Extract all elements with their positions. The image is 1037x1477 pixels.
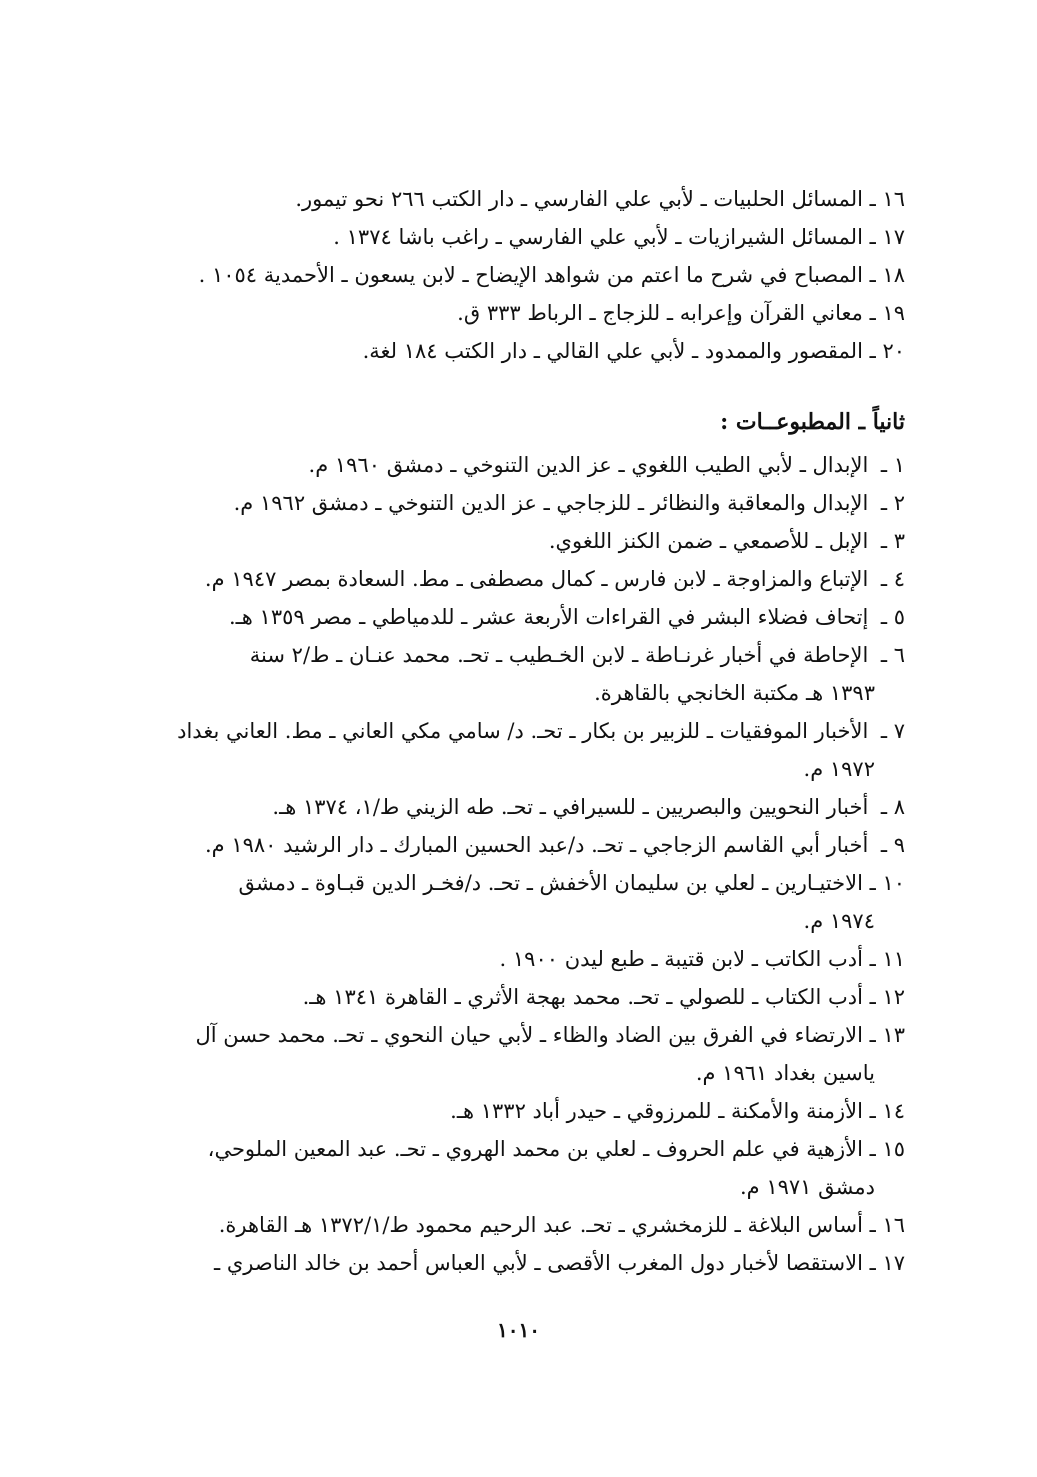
manuscripts-list: [130, 180, 905, 370]
item-text: الإحاطة في أخبار غرنـاطة ـ لابن الخـطيب ـ تحـ. محمد عنـان ـ ط/٢ سنة: [249, 643, 869, 667]
printed-list: [130, 446, 905, 1282]
item-text: المقصور والممدود ـ لأبي علي القالي ـ دار الكتب ١٨٤ لغة.: [362, 339, 863, 363]
item-number: ١٦ ـ: [869, 187, 905, 211]
item-text: أدب الكاتب ـ لابن قتيبة ـ طبع ليدن ١٩٠٠ .: [499, 947, 863, 971]
item-text: المسائل الشيرازيات ـ لأبي علي الفارسي ـ راغب باشا ١٣٧٤ .: [333, 225, 863, 249]
item-number: ١٨ ـ: [869, 263, 905, 287]
item-number: ١٩ ـ: [869, 301, 905, 325]
item-text: أخبار أبي القاسم الزجاجي ـ تحـ. د/عبد الحسين المبارك ـ دار الرشيد ١٩٨٠ م.: [204, 833, 869, 857]
list-item: [130, 788, 905, 826]
item-text: أدب الكتاب ـ للصولي ـ تحـ. محمد بهجة الأثري ـ القاهرة ١٣٤١ هـ.: [302, 985, 863, 1009]
list-item: [130, 940, 905, 978]
item-text: الأزهية في علم الحروف ـ لعلي بن محمد الهروي ـ تحـ. عبد المعين الملوحي،: [207, 1137, 863, 1161]
item-text: إتحاف فضلاء البشر في القراءات الأربعة عشر ـ للدمياطي ـ مصر ١٣٥٩ هـ.: [228, 605, 869, 629]
item-text: أخبار النحويين والبصريين ـ للسيرافي ـ تحـ. طه الزيني ط/١، ١٣٧٤ هـ.: [272, 795, 869, 819]
list-item: [130, 864, 905, 940]
item-text: المسائل الحلبيات ـ لأبي علي الفارسي ـ دار الكتب ٢٦٦ نحو تيمور.: [295, 187, 863, 211]
item-text: معاني القرآن وإعرابه ـ للزجاج ـ الرباط ٣٣٣ ق.: [457, 301, 863, 325]
item-number: ٢٠ ـ: [869, 339, 905, 363]
list-item: [130, 218, 905, 256]
item-continuation: ١٩٧٤ م.: [803, 909, 875, 933]
item-text: الاختيـارين ـ لعلي بن سليمان الأخفش ـ تحـ. د/فخـر الدين قبـاوة ـ دمشق: [238, 871, 863, 895]
item-number: ٨ ـ: [880, 795, 905, 819]
item-text: الأزمنة والأمكنة ـ للمرزوقي ـ حيدر أباد ١٣٣٢ هـ.: [450, 1099, 863, 1123]
item-number: ١ ـ: [880, 453, 905, 477]
item-number: ١٢ ـ: [869, 985, 905, 1009]
item-continuation: ١٣٩٣ هـ مكتبة الخانجي بالقاهرة.: [594, 681, 875, 705]
list-item: [130, 522, 905, 560]
item-text: الإبل ـ للأصمعي ـ ضمن الكنز اللغوي.: [548, 529, 869, 553]
item-text: الإبدال والمعاقبة والنظائر ـ للزجاجي ـ عز الدين التنوخي ـ دمشق ١٩٦٢ م.: [233, 491, 869, 515]
item-number: ٥ ـ: [880, 605, 905, 629]
list-item: [130, 1206, 905, 1244]
list-item: [130, 294, 905, 332]
item-text: الإتباع والمزاوجة ـ لابن فارس ـ كمال مصطفى ـ مط. السعادة بمصر ١٩٤٧ م.: [204, 567, 869, 591]
item-number: ١٠ ـ: [869, 871, 905, 895]
list-item: [130, 332, 905, 370]
item-number: ٣ ـ: [880, 529, 905, 553]
list-item: [130, 560, 905, 598]
section-heading: ثانياً ـ المطبوعــات :: [720, 409, 905, 435]
list-item: [130, 1092, 905, 1130]
item-text: الإبدال ـ لأبي الطيب اللغوي ـ عز الدين التنوخي ـ دمشق ١٩٦٠ م.: [308, 453, 869, 477]
item-number: ١٧ ـ: [869, 225, 905, 249]
item-text: الأخبار الموفقيات ـ للزبير بن بكار ـ تحـ. د/ سامي مكي العاني ـ مط. العاني بغداد: [177, 719, 869, 743]
item-number: ١٧ ـ: [869, 1251, 905, 1275]
list-item: [130, 598, 905, 636]
item-text: أساس البلاغة ـ للزمخشري ـ تحـ. عبد الرحيم محمود ط/١٣٧٢/١ هـ القاهرة.: [218, 1213, 863, 1237]
item-number: ١٥ ـ: [869, 1137, 905, 1161]
list-item: [130, 256, 905, 294]
item-number: ٧ ـ: [880, 719, 905, 743]
page-number: ١٠١٠: [497, 1318, 540, 1342]
item-number: ١٦ ـ: [869, 1213, 905, 1237]
item-number: ١٣ ـ: [869, 1023, 905, 1047]
item-number: ١٤ ـ: [869, 1099, 905, 1123]
list-item: [130, 712, 905, 788]
item-continuation: دمشق ١٩٧١ م.: [739, 1175, 875, 1199]
list-item: [130, 978, 905, 1016]
list-item: [130, 180, 905, 218]
list-item: [130, 484, 905, 522]
item-text: الارتضاء في الفرق بين الضاد والظاء ـ لأبي حيان النحوي ـ تحـ. محمد حسن آل: [195, 1023, 863, 1047]
list-item: [130, 636, 905, 712]
item-text: الاستقصا لأخبار دول المغرب الأقصى ـ لأبي العباس أحمد بن خالد الناصري ـ: [214, 1251, 863, 1275]
list-item: [130, 1130, 905, 1206]
item-number: ١١ ـ: [869, 947, 905, 971]
item-number: ٢ ـ: [880, 491, 905, 515]
list-item: [130, 1016, 905, 1092]
list-item: [130, 446, 905, 484]
item-text: المصباح في شرح ما اعتم من شواهد الإيضاح ـ لابن يسعون ـ الأحمدية ١٠٥٤ .: [198, 263, 863, 287]
item-continuation: ياسين بغداد ١٩٦١ م.: [695, 1061, 875, 1085]
item-number: ٤ ـ: [880, 567, 905, 591]
list-item: [130, 1244, 905, 1282]
list-item: [130, 826, 905, 864]
item-continuation: ١٩٧٢ م.: [803, 757, 875, 781]
item-number: ٦ ـ: [880, 643, 905, 667]
item-number: ٩ ـ: [880, 833, 905, 857]
